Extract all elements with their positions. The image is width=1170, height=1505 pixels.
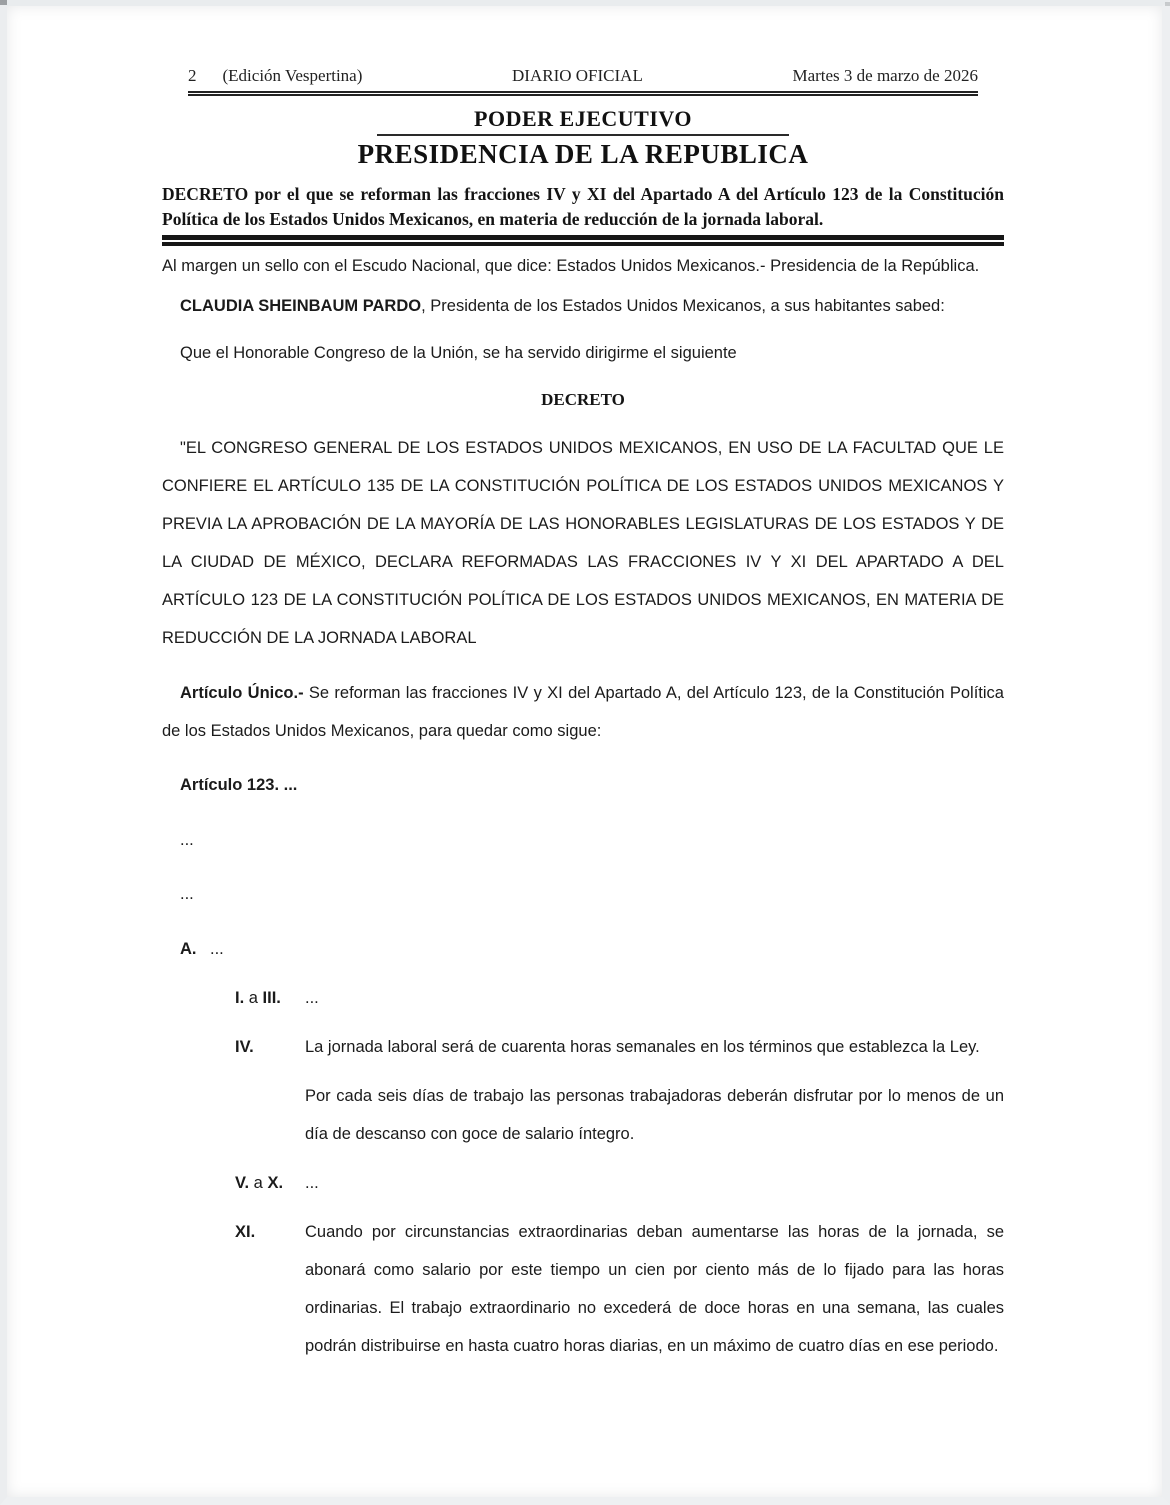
section-power-title: PODER EJECUTIVO: [474, 106, 692, 131]
president-paragraph: [162, 295, 1004, 318]
fraction-range-word: a: [244, 988, 263, 1007]
fraction-i-a-iii-row: [162, 979, 1004, 1017]
congress-declaration-paragraph: "EL CONGRESO GENERAL DE LOS ESTADOS UNIDOS MEXICANOS, EN USO DE LA FACULTAD QUE LE CONFIERE EL ARTÍCULO 135 DE LA CONSTITUCIÓN POLÍTICA DE LOS ESTADOS UNIDOS MEXICANOS Y PREVIA LA APROBACIÓN DE LA MAYORÍA DE LAS HONORABLES LEGISLATURAS DE LOS ESTADOS Y DE LA CIUDAD DE MÉXICO, DECLARA REFORMADAS LAS FRACCIONES IV Y XI DEL APARTADO A DEL ARTÍCULO 123 DE LA CONSTITUCIÓN POLÍTICA DE LOS ESTADOS UNIDOS MEXICANOS, EN MATERIA DE REDUCCIÓN DE LA JORNADA LABORAL: [162, 439, 1004, 647]
decreto-title: DECRETO: [541, 390, 625, 409]
fraction-number: V.: [235, 1173, 250, 1192]
masthead-left: [188, 66, 362, 86]
ellipsis-line: ...: [180, 830, 194, 849]
decree-heading: DECRETO por el que se reforman las fracciones IV y XI del Apartado A del Artículo 123 de la Constitución Política de los Estados Unidos Mexicanos, en materia de reducción de la jornada laboral.: [162, 184, 1004, 229]
fraction-iv-paragraph: La jornada laboral será de cuarenta horas semanales en los términos que establezca la Ley.: [305, 1037, 980, 1056]
fraction-number: XI.: [235, 1222, 256, 1241]
fraction-iv-row: [162, 1028, 1004, 1153]
publication-date: Martes 3 de marzo de 2026: [792, 66, 978, 85]
fraction-number: IV.: [235, 1037, 254, 1056]
congress-intro-paragraph: Que el Honorable Congreso de la Unión, se ha servido dirigirme el siguiente: [180, 344, 737, 362]
fraction-xi-row: [162, 1213, 1004, 1365]
publication-title: DIARIO OFICIAL: [512, 66, 643, 85]
fraction-i-a-iii-label: [235, 979, 305, 1017]
fraction-number: I.: [235, 988, 245, 1007]
fraction-iv-content: [305, 1028, 1004, 1153]
fraction-iv-paragraph: Por cada seis días de trabajo las personas trabajadoras deberán disfrutar por lo menos de un día de descanso con goce de salario íntegro.: [305, 1086, 1004, 1143]
fraction-xi-content: [305, 1213, 1004, 1365]
page-number: 2: [188, 66, 197, 85]
fraction-v-a-x-row: [162, 1164, 1004, 1202]
articulo-unico-label: Artículo Único.-: [180, 683, 304, 702]
fraction-range-word: a: [249, 1173, 268, 1192]
section-agency-title: PRESIDENCIA DE LA REPUBLICA: [357, 139, 809, 169]
articulo-unico-text: Se reforman las fracciones IV y XI del Apartado A, del Artículo 123, de la Constitución Política de los Estados Unidos Mexicanos, para quedar como sigue:: [162, 683, 1004, 740]
seal-paragraph: Al margen un sello con el Escudo Nacional, que dice: Estados Unidos Mexicanos.- Presidencia de la República.: [162, 257, 980, 275]
edition-label: (Edición Vespertina): [222, 66, 363, 85]
heavy-divider-rule: [162, 235, 1004, 246]
fraction-xi-paragraph: Cuando por circunstancias extraordinarias deban aumentarse las horas de la jornada, se abonará como salario por este tiempo un cien por ciento más de lo fijado para las horas ordinarias. El trabajo extraordinario no excederá de doce horas en una semana, las cuales podrán distribuirse en hasta cuatro horas diarias, en un máximo de cuatro días en ese periodo.: [305, 1222, 1004, 1355]
fraction-xi-label: [235, 1213, 305, 1365]
masthead: [188, 66, 978, 96]
ellipsis-line: ...: [180, 885, 194, 903]
apartado-a-label: A.: [180, 939, 197, 958]
fraction-v-a-x-content: ...: [305, 1173, 319, 1192]
fraction-v-a-x-label: [235, 1164, 305, 1202]
apartado-a-content: ...: [210, 939, 224, 958]
articulo-unico-paragraph: [162, 674, 1004, 750]
fraction-number: III.: [262, 988, 281, 1007]
fraction-i-a-iii-content: ...: [305, 988, 319, 1007]
president-name: CLAUDIA SHEINBAUM PARDO: [180, 297, 422, 315]
fraction-iv-label: [235, 1028, 305, 1153]
articulo-123-line: Artículo 123. ...: [180, 776, 298, 794]
fraction-number: X.: [267, 1173, 284, 1192]
section-title-rule: [377, 134, 789, 136]
president-paragraph-rest: , Presidenta de los Estados Unidos Mexicanos, a sus habitantes sabed:: [421, 297, 945, 315]
apartado-a-row: [162, 930, 1004, 968]
